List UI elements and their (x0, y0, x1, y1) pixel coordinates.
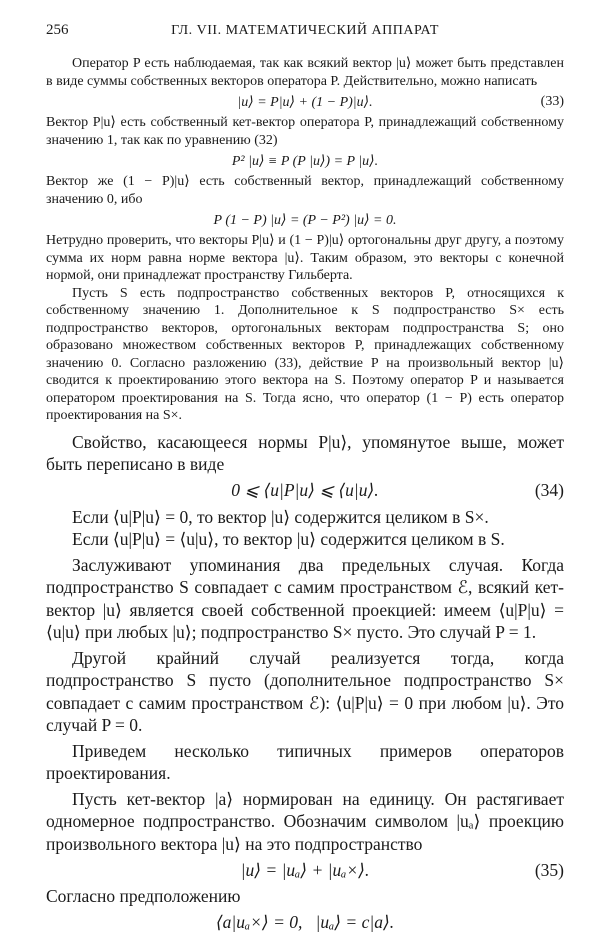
paragraph: Пусть S есть подпространство собственных векторов P, относящихся к собственному значению 1. Дополнительное к S подпространство S× есть подпространство векторов, ортогональных векторам подпространства S; оно образовано множеством собственных векторов P, принадлежащих собственному значению 0. Согласно разложению (33), действие P на произвольный вектор |u⟩ сводится к проектированию этого вектора на S. Поэтому оператор P и называется оператором проектирования на S. Тогда ясно, что оператор (1 − P) есть оператор проектирования на S×. (46, 285, 564, 423)
paragraph: Вектор же (1 − P)|u⟩ есть собственный вектор, принадлежащий собственному значению 0, ибо (46, 174, 564, 207)
equation-number: (35) (534, 859, 564, 880)
paragraph: Нетрудно проверить, что векторы P|u⟩ и (1 − P)|u⟩ ортогональны друг другу, а поэтому сумма их норм равна норме вектора |u⟩. Таким образом, это векторы с конечной нормой, они принадлежат пространству Гильберта. (46, 233, 564, 283)
paragraph: Вектор P|u⟩ есть собственный кет-вектор оператора P, принадлежащий собственному значению 1, так как по уравнению (32) (46, 115, 564, 148)
equation-33 (46, 90, 564, 114)
equation-number: (34) (534, 480, 564, 500)
equation (46, 208, 564, 232)
paragraph: Пусть кет-вектор |a⟩ нормирован на единицу. Он растягивает одномерное подпространство. Обозначим символом |uₐ⟩ проекцию произвольного вектора |u⟩ на это подпространство (46, 788, 564, 854)
equation-number: (33) (540, 94, 564, 109)
equation-body: |u⟩ = P|u⟩ + (1 − P)|u⟩. (237, 94, 373, 110)
paragraph: Другой крайний случай реализуется тогда, когда подпространство S пусто (дополнительное подпространство S× совпадает с самим пространством ℰ): ⟨u|P|u⟩ = 0 при любом |u⟩. Это случай P = 0. (46, 647, 564, 735)
page-number: 256 (46, 22, 69, 38)
equation (46, 149, 564, 173)
equation-35 (46, 855, 564, 885)
paragraph: Согласно предположению (46, 886, 241, 906)
paragraph: Если ⟨u|P|u⟩ = 0, то вектор |u⟩ содержится целиком в S×. (72, 506, 489, 527)
equation-body: ⟨a|uₐ×⟩ = 0, |uₐ⟩ = c|a⟩. (215, 912, 395, 932)
page-header (46, 22, 564, 39)
running-title: ГЛ. VII. МАТЕМАТИЧЕСКИЙ АППАРАТ (171, 23, 439, 38)
equation (46, 908, 564, 938)
equation-body: 0 ⩽ ⟨u|P|u⟩ ⩽ ⟨u|u⟩. (231, 480, 379, 500)
equation-body: |u⟩ = |uₐ⟩ + |uₐ×⟩. (240, 859, 370, 880)
paragraph: Если ⟨u|P|u⟩ = ⟨u|u⟩, то вектор |u⟩ содержится целиком в S. (72, 529, 505, 549)
equation-body: P² |u⟩ ≡ P (P |u⟩) = P |u⟩. (231, 153, 379, 169)
equation-body: P (1 − P) |u⟩ = (P − P²) |u⟩ = 0. (213, 212, 397, 228)
equation-34 (46, 476, 564, 506)
paragraph: Оператор P есть наблюдаемая, так как всякий вектор |u⟩ может быть представлен в виде суммы собственных векторов оператора P. Действительно, можно написать (46, 56, 564, 89)
paragraph: Заслуживают упоминания два предельных случая. Когда подпространство S совпадает с самим пространством ℰ, всякий кет-вектор |u⟩ является своей собственной проекцией: имеем ⟨u|P|u⟩ = ⟨u|u⟩ при любых |u⟩; подпространство S× пусто. Это случай P = 1. (46, 554, 564, 642)
paragraph: Приведем несколько типичных примеров операторов проектирования. (46, 740, 564, 783)
paragraph: Свойство, касающееся нормы P|u⟩, упомянутое выше, может быть переписано в виде (46, 431, 564, 474)
